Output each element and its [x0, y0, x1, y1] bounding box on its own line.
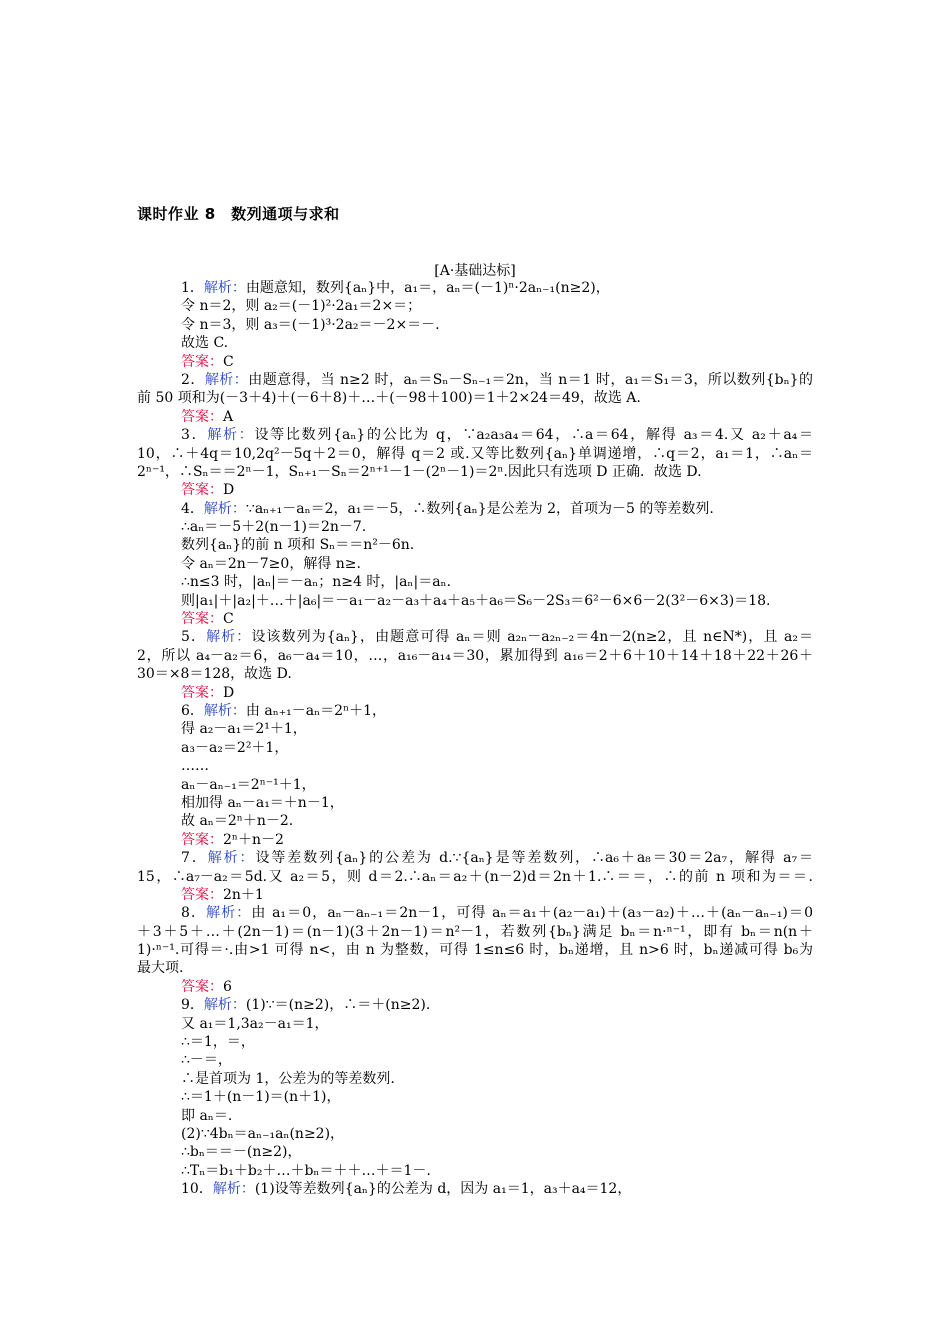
text-line — [137, 500, 813, 518]
problem-number: 8． — [181, 905, 207, 922]
text-line — [137, 445, 813, 463]
line-text: 令 n＝3，则 a₃＝(－1)³·2a₂＝－2×＝－. — [181, 316, 440, 333]
text-line — [137, 297, 813, 315]
line-text: 15，∴a₇－a₂＝5d.又 a₂＝5，则 d＝2.∴aₙ＝a₂＋(n－2)d＝2n＋1.∴＝＝，∴的前 n 项和为＝＝. — [137, 868, 813, 885]
line-text: 最大项. — [137, 960, 184, 977]
text-line — [137, 849, 813, 867]
text-line — [137, 923, 813, 941]
text-line — [137, 702, 813, 720]
problem-number: 5． — [181, 629, 207, 646]
text-line — [137, 1107, 813, 1125]
answer-label: 答案： — [181, 482, 223, 499]
answer-label: 答案： — [181, 886, 223, 903]
answer-label: 答案： — [181, 353, 223, 370]
line-text: aₙ－aₙ₋₁＝2ⁿ⁻¹＋1， — [181, 776, 316, 793]
text-line — [137, 279, 813, 297]
text-line — [137, 978, 813, 996]
text-line — [137, 868, 813, 886]
text-line — [137, 1070, 813, 1088]
line-text: ∴Tₙ＝b₁＋b₂＋…＋bₙ＝＋＋…＋＝1－. — [181, 1162, 431, 1179]
line-text: 又 a₁＝1,3a₂－a₁＝1， — [181, 1015, 329, 1032]
text-line — [137, 720, 813, 738]
text-line — [137, 1162, 813, 1180]
problem-number: 7． — [181, 850, 208, 867]
analysis-label: 解析： — [212, 1181, 255, 1198]
line-text: D — [223, 482, 235, 499]
line-text: 设等比数列{aₙ}的公比为 q，∵a₂a₃a₄＝64，∴a＝64，解得 a₃＝4.又 a₂＋a₄＝ — [254, 427, 813, 444]
text-line — [137, 1015, 813, 1033]
text-line — [137, 610, 813, 628]
text-line — [137, 408, 813, 426]
line-text: 2ⁿ⁻¹，∴Sₙ＝＝2ⁿ－1，Sₙ₊₁－Sₙ＝2ⁿ⁺¹－1－(2ⁿ－1)＝2ⁿ.因此只有选项 D 正确．故选 D. — [137, 463, 702, 480]
problem-number: 2． — [181, 371, 205, 388]
line-text: 令 aₙ＝2n－7≥0，解得 n≥. — [181, 555, 361, 572]
text-line — [137, 1125, 813, 1143]
line-text: ∴n≤3 时，|aₙ|＝－aₙ；n≥4 时，|aₙ|＝aₙ. — [181, 574, 452, 591]
problem-number: 3． — [181, 427, 208, 444]
problem-number: 9． — [181, 997, 204, 1014]
analysis-label: 解析： — [203, 997, 246, 1014]
line-text: 相加得 aₙ－a₁＝＋n－1， — [181, 794, 344, 811]
line-text: 1)·ⁿ⁻¹.可得＝·.由>1 可得 n<，由 n 为整数，可得 1≤n≤6 时，bₙ递增，且 n>6 时，bₙ递减可得 b₆为 — [137, 942, 813, 959]
text-line — [137, 757, 813, 775]
text-line — [137, 389, 813, 407]
text-line — [137, 647, 813, 665]
text-line — [137, 371, 813, 389]
line-text: 前 50 项和为(－3＋4)＋(－6＋8)＋…＋(－98＋100)＝1＋2×24＝49，故选 A. — [137, 390, 641, 407]
line-text: ∴aₙ＝－5＋2(n－1)＝2n－7. — [181, 519, 367, 536]
text-line — [137, 776, 813, 794]
line-text: 由题意知，数列{aₙ}中，a₁＝，aₙ＝(－1)ⁿ·2aₙ₋₁(n≥2)， — [245, 280, 610, 296]
text-line — [137, 831, 813, 849]
text-line — [137, 316, 813, 334]
text-line — [137, 463, 813, 481]
page-title: 课时作业 8 数列通项与求和 — [137, 205, 340, 223]
text-line — [137, 334, 813, 352]
answer-label: 答案： — [181, 684, 223, 701]
line-text: 由 aₙ₊₁－aₙ＝2ⁿ＋1， — [245, 702, 387, 719]
text-line — [137, 536, 813, 554]
text-line — [137, 684, 813, 702]
line-text: 得 a₂－a₁＝2¹＋1， — [181, 721, 307, 738]
text-line — [137, 518, 813, 536]
text-line — [137, 794, 813, 812]
line-text: 即 aₙ＝. — [181, 1107, 233, 1124]
line-text: 则|a₁|＋|a₂|＋…＋|a₆|＝－a₁－a₂－a₃＋a₄＋a₅＋a₆＝S₆－2S₃＝6²－6×6－2(3²－6×3)＝18. — [181, 592, 771, 609]
text-line — [137, 555, 813, 573]
line-text: D — [223, 684, 235, 701]
line-text: 设该数列为{aₙ}，由题意可得 aₙ＝则 a₂ₙ－a₂ₙ₋₂＝4n－2(n≥2，且 n∈N*)，且 a₂＝ — [251, 629, 813, 646]
line-text: 由题意得，当 n≥2 时，aₙ＝Sₙ－Sₙ₋₁＝2n，当 n＝1 时，a₁＝S₁＝3，所以数列{bₙ}的 — [248, 371, 813, 388]
line-text: a₃－a₂＝2²＋1， — [181, 739, 289, 756]
analysis-label: 解析： — [203, 500, 246, 517]
text-line — [137, 812, 813, 830]
text-line — [137, 904, 813, 922]
line-text: ∴是首项为 1，公差为的等差数列. — [181, 1070, 395, 1087]
text-line — [137, 481, 813, 499]
text-line — [137, 1088, 813, 1106]
analysis-label: 解析： — [206, 905, 252, 922]
text-line — [137, 353, 813, 371]
text-line — [137, 996, 813, 1014]
answer-label: 答案： — [181, 611, 223, 628]
text-line — [137, 739, 813, 757]
answer-label: 答案： — [181, 831, 223, 848]
line-text: ∴－＝， — [181, 1052, 232, 1069]
line-text: 6 — [223, 978, 232, 995]
line-text: 故 aₙ＝2ⁿ＋n－2. — [181, 813, 294, 830]
solutions-body — [137, 279, 813, 1199]
line-text: 设等差数列{aₙ}的公差为 d.∵{aₙ}是等差数列，∴a₆＋a₈＝30＝2a₇，解得 a₇＝ — [255, 850, 813, 867]
text-line — [137, 1051, 813, 1069]
text-line — [137, 1180, 813, 1198]
analysis-label: 解析： — [207, 427, 255, 444]
line-text: 由 a₁＝0，aₙ－aₙ₋₁＝2n－1，可得 aₙ＝a₁＋(a₂－a₁)＋(a₃－a₂)＋…＋(aₙ－aₙ₋₁)＝0 — [251, 905, 813, 922]
problem-number: 10． — [181, 1181, 213, 1198]
text-line — [137, 959, 813, 977]
line-text: C — [223, 353, 234, 370]
text-line — [137, 1143, 813, 1161]
line-text: ∴bₙ＝＝－(n≥2)， — [181, 1144, 302, 1161]
answer-label: 答案： — [181, 408, 223, 425]
analysis-label: 解析： — [203, 280, 246, 296]
line-text: 故选 C. — [181, 335, 229, 352]
text-line — [137, 573, 813, 591]
line-text: 10，∴＋4q＝10,2q²－5q＋2＝0，解得 q＝2 或.又等比数列{aₙ}单调递增，∴q＝2，a₁＝1，∴aₙ＝ — [137, 445, 813, 462]
analysis-label: 解析： — [207, 850, 256, 867]
analysis-label: 解析： — [204, 371, 249, 388]
line-text: …… — [181, 758, 209, 775]
text-line — [137, 426, 813, 444]
text-line — [137, 941, 813, 959]
line-text: (1)∵＝(n≥2)，∴＝＋(n≥2). — [245, 997, 431, 1014]
analysis-label: 解析： — [206, 629, 252, 646]
line-text: 2，所以 a₄－a₂＝6，a₆－a₄＝10，…，a₁₆－a₁₄＝30，累加得到 a₁₆＝2＋6＋10＋14＋18＋22＋26＋ — [137, 647, 813, 664]
analysis-label: 解析： — [203, 702, 246, 719]
text-line — [137, 886, 813, 904]
line-text: (1)设等差数列{aₙ}的公差为 d，因为 a₁＝1，a₃＋a₄＝12， — [254, 1181, 632, 1198]
text-line — [137, 628, 813, 646]
line-text: (2)∵4bₙ＝aₙ₋₁aₙ(n≥2)， — [181, 1125, 345, 1142]
line-text: ∴＝1＋(n－1)＝(n＋1)， — [181, 1089, 341, 1106]
line-text: C — [223, 611, 234, 628]
line-text: ＋3＋5＋…＋(2n－1)＝(n－1)(3＋2n－1)＝n²－1，若数列{bₙ}满足 bₙ＝n·ⁿ⁻¹，即有 bₙ＝n(n＋ — [137, 923, 813, 940]
line-text: 30＝×8＝128，故选 D. — [137, 666, 292, 683]
answer-label: 答案： — [181, 978, 223, 995]
line-text: A — [223, 408, 234, 425]
line-text: ∴＝1，＝， — [181, 1034, 255, 1051]
line-text: 数列{aₙ}的前 n 项和 Sₙ＝＝n²－6n. — [181, 537, 415, 554]
problem-number: 1． — [181, 280, 204, 296]
problem-number: 6． — [181, 702, 204, 719]
text-line — [137, 1033, 813, 1051]
problem-number: 4． — [181, 500, 204, 517]
line-text: 令 n＝2，则 a₂＝(－1)²·2a₁＝2×＝； — [181, 298, 422, 315]
line-text: ∵aₙ₊₁－aₙ＝2，a₁＝－5，∴数列{aₙ}是公差为 2，首项为－5 的等差数列. — [245, 500, 714, 517]
line-text: 2n＋1 — [223, 886, 264, 903]
text-line — [137, 665, 813, 683]
section-heading: [A·基础达标] — [434, 263, 516, 279]
line-text: 2ⁿ＋n－2 — [223, 831, 284, 848]
text-line — [137, 592, 813, 610]
